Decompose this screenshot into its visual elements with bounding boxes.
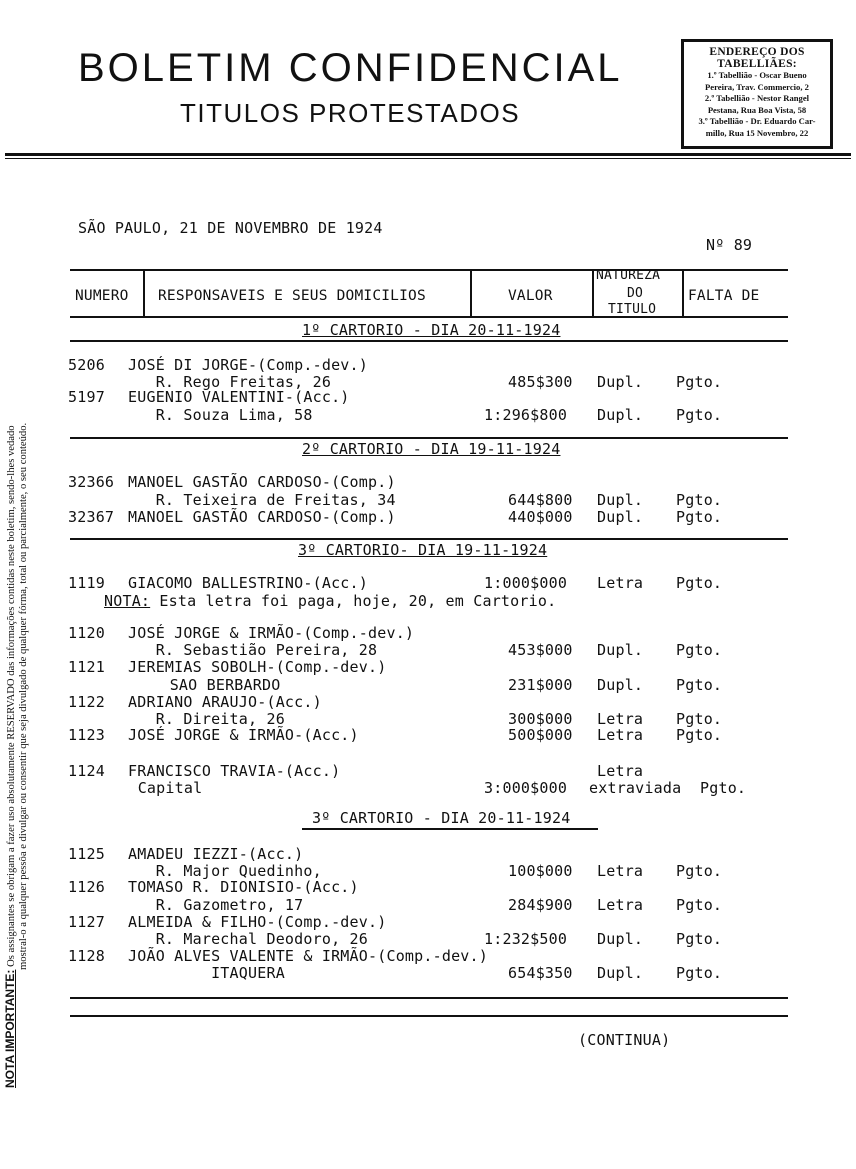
- side-note-text: Os assignantes se obrigam a fazer uso absolutamente RESERVADO das informações contidas neste boletim, sendo-lhes vedado: [6, 425, 17, 967]
- note-line: [104, 592, 556, 610]
- entry-address: R. Gazometro, 17: [128, 896, 304, 914]
- column-header-natureza: TITULO: [608, 302, 657, 317]
- issue-number: Nº 89: [706, 236, 753, 254]
- notary-address-heading: ENDEREÇO DOS TABELLIÃES:: [709, 46, 805, 70]
- side-note: [4, 423, 30, 1088]
- entry-falta: Pgto.: [676, 676, 723, 694]
- section-rule: [70, 437, 788, 439]
- entry-falta: Pgto.: [676, 710, 723, 728]
- entry-name: FRANCISCO TRAVIA-(Acc.): [128, 762, 341, 780]
- table-header-bottom-rule: [70, 316, 788, 318]
- entry-value: 1:232$500: [484, 930, 568, 948]
- entry-name: GIACOMO BALLESTRINO-(Acc.): [128, 574, 368, 592]
- entry-number: 1121: [68, 658, 105, 676]
- entry-number: 1122: [68, 693, 105, 711]
- entry-value: 3:000$000: [484, 779, 568, 797]
- entry-falta: Pgto.: [676, 491, 723, 509]
- section-rule: [70, 340, 788, 342]
- entry-number: 5197: [68, 388, 105, 406]
- entry-nature: Letra: [597, 862, 644, 880]
- entry-falta: Pgto.: [676, 896, 723, 914]
- entry-nature: Letra: [597, 896, 644, 914]
- column-divider: [682, 270, 684, 317]
- entry-nature: Letra: [597, 574, 644, 592]
- entry-value: 284$900: [508, 896, 573, 914]
- entry-number: 1127: [68, 913, 105, 931]
- entry-name: JOSÉ DI JORGE-(Comp.-dev.): [128, 356, 368, 374]
- entry-value: 100$000: [508, 862, 573, 880]
- header-rule: [5, 153, 851, 156]
- entry-address: R. Rego Freitas, 26: [128, 373, 332, 391]
- notary-address-line: 3.º Tabellião - Dr. Eduardo Car-: [698, 116, 816, 126]
- entry-nature: Dupl.: [597, 641, 644, 659]
- column-header-natureza: NATUREZA: [596, 268, 661, 283]
- entry-number: 1119: [68, 574, 105, 592]
- entry-number: 1124: [68, 762, 105, 780]
- entry-value: 485$300: [508, 373, 573, 391]
- entry-value: 440$000: [508, 508, 573, 526]
- entry-address: ITAQUERA: [128, 964, 285, 982]
- notary-address-line: millo, Rua 15 Novembro, 22: [705, 127, 809, 138]
- notary-address-line: Pereira, Trav. Commercio, 2: [705, 81, 809, 92]
- entry-falta: Pgto.: [676, 406, 723, 424]
- entry-address: Capital: [110, 779, 203, 797]
- side-note-label: NOTA IMPORTANTE:: [3, 969, 17, 1088]
- entry-address: R. Marechal Deodoro, 26: [128, 930, 368, 948]
- entry-nature: Dupl.: [597, 676, 644, 694]
- column-header-falta: FALTA DE: [688, 288, 760, 304]
- entry-nature: extraviada: [589, 779, 682, 797]
- section-rule: [70, 538, 788, 540]
- entry-nature: Letra: [597, 726, 644, 744]
- entry-number: 32366: [68, 473, 115, 491]
- entry-nature: Letra: [597, 762, 644, 780]
- notary-address-line: Pestana, Rua Boa Vista, 58: [707, 104, 807, 115]
- entry-number: 1128: [68, 947, 105, 965]
- entry-falta: Pgto.: [700, 779, 747, 797]
- entry-value: 300$000: [508, 710, 573, 728]
- column-header-natureza: DO: [627, 286, 644, 301]
- header-rule-thin: [5, 158, 851, 159]
- entry-name: MANOEL GASTÃO CARDOSO-(Comp.): [128, 473, 396, 491]
- entry-nature: Letra: [597, 710, 644, 728]
- entry-nature: Dupl.: [597, 930, 644, 948]
- entry-address: SAO BERBARDO: [142, 676, 281, 694]
- notary-address-line: 2.º Tabellião - Nestor Rangel: [704, 93, 810, 103]
- entry-name: AMADEU IEZZI-(Acc.): [128, 845, 304, 863]
- entry-name: JEREMIAS SOBOLH-(Comp.-dev.): [128, 658, 387, 676]
- entry-number: 1120: [68, 624, 105, 642]
- entry-value: 644$800: [508, 491, 573, 509]
- entry-nature: Dupl.: [597, 406, 644, 424]
- entry-nature: Dupl.: [597, 508, 644, 526]
- page-title: BOLETIM CONFIDENCIAL: [78, 46, 623, 90]
- notary-address-box: [681, 39, 833, 149]
- footer-rule: [70, 997, 788, 999]
- section-heading: 1º CARTORIO - DIA 20-11-1924: [302, 321, 561, 339]
- note-label: NOTA:: [104, 592, 151, 610]
- table-top-rule: [70, 269, 788, 271]
- entry-nature: Dupl.: [597, 964, 644, 982]
- entry-falta: Pgto.: [676, 964, 723, 982]
- entry-number: 1125: [68, 845, 105, 863]
- entry-falta: Pgto.: [676, 641, 723, 659]
- entry-address: R. Direita, 26: [128, 710, 285, 728]
- continua-label: (CONTINUA): [578, 1031, 671, 1049]
- entry-number: 1126: [68, 878, 105, 896]
- section-heading: 3º CARTORIO- DIA 19-11-1924: [298, 541, 548, 559]
- column-divider: [470, 270, 472, 317]
- section-heading: 3º CARTORIO - DIA 20-11-1924: [312, 809, 571, 827]
- entry-nature: Dupl.: [597, 491, 644, 509]
- entry-falta: Pgto.: [676, 574, 723, 592]
- entry-falta: Pgto.: [676, 862, 723, 880]
- entry-name: JOSÉ JORGE & IRMÃO-(Comp.-dev.): [128, 624, 415, 642]
- place-date: SÃO PAULO, 21 DE NOVEMBRO DE 1924: [78, 219, 383, 237]
- entry-nature: Dupl.: [597, 373, 644, 391]
- entry-falta: Pgto.: [676, 930, 723, 948]
- entry-number: 1123: [68, 726, 105, 744]
- page-subtitle: TITULOS PROTESTADOS: [180, 98, 521, 128]
- entry-value: 231$000: [508, 676, 573, 694]
- notary-address-line: 1.º Tabellião - Oscar Bueno: [707, 70, 807, 80]
- side-note-text-line2: mostral-o a qualquer pessôa e divulgar ou consentir que seja divulgado de qualquer fórma, total ou parcialmente, o seu conteúdo.: [18, 422, 29, 970]
- column-header-valor: VALOR: [508, 288, 553, 304]
- footer-rule: [70, 1015, 788, 1017]
- column-header-responsaveis: RESPONSAVEIS E SEUS DOMICILIOS: [158, 288, 426, 304]
- column-divider: [143, 270, 145, 317]
- entry-name: JOÃO ALVES VALENTE & IRMÃO-(Comp.-dev.): [128, 947, 488, 965]
- entry-number: 32367: [68, 508, 115, 526]
- entry-value: 1:296$800: [484, 406, 568, 424]
- entry-name: ALMEIDA & FILHO-(Comp.-dev.): [128, 913, 387, 931]
- column-divider: [592, 270, 594, 317]
- entry-value: 500$000: [508, 726, 573, 744]
- entry-falta: Pgto.: [676, 508, 723, 526]
- entry-falta: Pgto.: [676, 726, 723, 744]
- entry-name: JOSÉ JORGE & IRMÃO-(Acc.): [128, 726, 359, 744]
- entry-name: MANOEL GASTÃO CARDOSO-(Comp.): [128, 508, 396, 526]
- entry-number: 5206: [68, 356, 105, 374]
- entry-name: ADRIANO ARAUJO-(Acc.): [128, 693, 322, 711]
- section-heading: 2º CARTORIO - DIA 19-11-1924: [302, 440, 561, 458]
- entry-address: R. Major Quedinho,: [128, 862, 322, 880]
- entry-name: EUGENIO VALENTINI-(Acc.): [128, 388, 350, 406]
- entry-value: 1:000$000: [484, 574, 568, 592]
- entry-falta: Pgto.: [676, 373, 723, 391]
- entry-address: R. Sebastião Pereira, 28: [128, 641, 378, 659]
- column-header-numero: NUMERO: [75, 288, 129, 304]
- note-text: Esta letra foi paga, hoje, 20, em Cartorio.: [150, 592, 557, 610]
- entry-name: TOMASO R. DIONISIO-(Acc.): [128, 878, 359, 896]
- entry-value: 453$000: [508, 641, 573, 659]
- entry-address: R. Souza Lima, 58: [128, 406, 313, 424]
- entry-address: R. Teixeira de Freitas, 34: [128, 491, 396, 509]
- section-heading-underline: [302, 828, 598, 830]
- entry-value: 654$350: [508, 964, 573, 982]
